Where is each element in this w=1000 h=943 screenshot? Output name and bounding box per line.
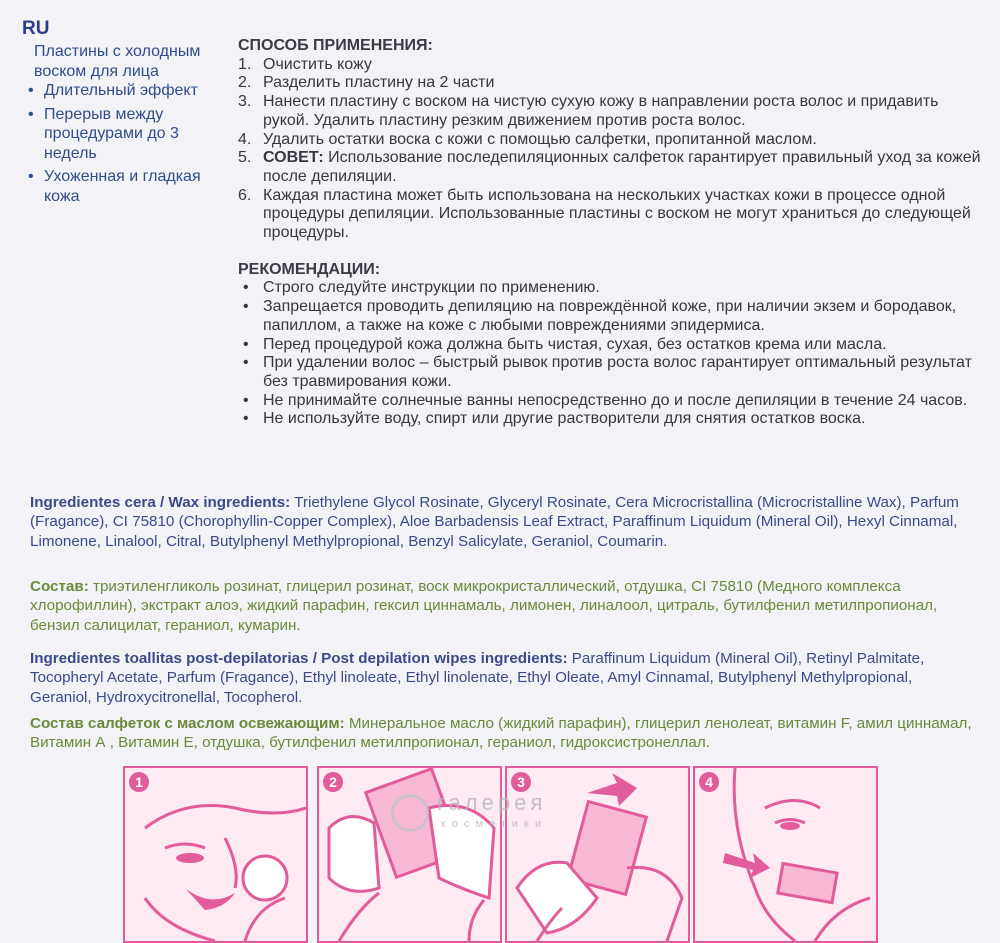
language-code: RU <box>22 18 50 39</box>
step-number: 6. <box>238 186 252 204</box>
step-number-badge: 2 <box>323 772 343 792</box>
recommendation-list <box>238 279 988 429</box>
usage-steps <box>238 56 988 243</box>
usage-step <box>238 187 988 243</box>
wax-ingredients <box>30 493 975 551</box>
recommendation-item: • Перед процедурой кожа должна быть чистая, сухая, без остатков крема или масла. <box>238 336 988 355</box>
step-text: Использование последепиляционных салфеток гарантирует правильный уход за кожей после депиляции. <box>263 149 981 185</box>
face-cleansing-illustration <box>125 768 306 941</box>
step-number: 3. <box>238 93 252 111</box>
wipes-ingredients <box>30 649 975 707</box>
step-text: Каждая пластина может быть использована на нескольких участках кожи в процессе одной процедуры депиляции. Использованные пластины с воском не могут храниться до следующей процедуры. <box>263 186 971 242</box>
recommendations <box>238 261 988 429</box>
benefit-item: • Длительный эффект <box>22 81 227 101</box>
step-number-badge: 4 <box>699 772 719 792</box>
step-number: 4. <box>238 130 252 148</box>
wipes-ingredients-text: Paraffinum Liquidum (Mineral Oil), Retinyl Palmitate, Tocopheryl Acetate, Parfum (Fragance), Ethyl linoleate, Ethyl linolenate, Ethyl Oleate, Amyl Cinnamal, Butylphenyl Methylpropional, Geraniol, Hydroxycitronellal, Tocopherol. <box>30 650 925 706</box>
benefit-list <box>22 81 227 206</box>
usage-step <box>238 93 988 130</box>
recommendation-item: • При удалении волос – быстрый рывок против роста волос гарантирует оптимальный результат без травмирования кожи. <box>238 354 988 391</box>
wax-ingredients-ru <box>30 577 975 635</box>
watermark-line-2: косметики <box>441 818 548 830</box>
wipe-illustration <box>695 768 876 941</box>
wipes-ingredients-ru-text: Минеральное масло (жидкий парафин), глицерил ленолеат, витамин F, амил циннамал, Витамин А , Витамин Е, отдушка, бутилфенил метилпропионал, гераниол, гидроксистронеллал. <box>30 715 972 752</box>
product-intro: Пластины с холодным воском для лица <box>34 43 201 80</box>
step-illustration-4 <box>693 766 878 943</box>
wax-ingredients-ru-text: триэтиленгликоль розинат, глицерил розинат, воск микрокристаллический, отдушка, CI 75810 (Медного комплекса хлорофиллин), экстракт алоэ, жидкий парафин, гексил циннамаль, лимонен, линалоол, цитраль, бутилфенил метилпропионал, бензил салицилат, гераниол, кумарин. <box>30 578 938 634</box>
watermark-line-1: галерея <box>437 790 547 815</box>
wipes-ingredients-ru <box>30 714 975 753</box>
wax-ingredients-text: Triethylene Glycol Rosinate, Glyceryl Rosinate, Cera Microcristallina (Microcristalline Wax), Parfum (Fragance), CI 75810 (Chorophyllin-Copper Complex), Aloe Barbadensis Leaf Extract, Paraffinum Liquidum (Mineral Oil), Hexyl Cinnamal, Limonene, Linalool, Citral, Butylphenyl Methylpropional, Benzyl Salicylate, Geraniol, Coumarin. <box>30 494 959 550</box>
recommendations-heading: РЕКОМЕНДАЦИИ: <box>238 260 381 278</box>
usage-step <box>238 149 988 186</box>
step-text: Удалить остатки воска с кожи с помощью салфетки, пропитанной маслом. <box>263 130 817 148</box>
step-number: 1. <box>238 55 252 73</box>
recommendation-item: • Строго следуйте инструкции по применению. <box>238 279 988 298</box>
step-text: Нанести пластину с воском на чистую сухую кожу в направлении роста волос и придавить рукой. Удалить пластину резким движением против роста волос. <box>263 93 939 129</box>
recommendation-item: • Не используйте воду, спирт или другие растворители для снятия остатков воска. <box>238 410 988 429</box>
benefit-item: • Ухоженная и гладкая кожа <box>22 167 227 206</box>
wax-ingredients-ru-label: Состав: <box>30 578 89 595</box>
usage-step <box>238 74 988 93</box>
wipes-ingredients-label: Ingredientes toallitas post-depilatorias / Post depilation wipes ingredients: <box>30 650 568 667</box>
instructions <box>238 37 988 429</box>
recommendation-item: • Запрещается проводить депиляцию на повреждённой коже, при наличии экзем и бородавок, папиллом, а также на коже с любыми повреждениями эпидермиса. <box>238 298 988 335</box>
step-number: 5. <box>238 149 252 167</box>
usage-step <box>238 131 988 150</box>
product-summary <box>22 42 227 210</box>
step-number-badge: 1 <box>129 772 149 792</box>
tip-label: СОВЕТ: <box>263 149 324 167</box>
step-number-badge: 3 <box>511 772 531 792</box>
step-text: Очистить кожу <box>263 55 372 73</box>
wipes-ingredients-ru-label: Состав салфеток с маслом освежающим: <box>30 715 345 732</box>
usage-step <box>238 56 988 75</box>
watermark <box>385 790 645 840</box>
step-number: 2. <box>238 74 252 92</box>
benefit-item: • Перерыв между процедурами до 3 недель <box>22 105 227 164</box>
step-illustration-1 <box>123 766 308 943</box>
step-text: Разделить пластину на 2 части <box>263 74 495 92</box>
usage-heading: СПОСОБ ПРИМЕНЕНИЯ: <box>238 37 433 54</box>
watermark-logo-icon <box>391 794 429 832</box>
wax-ingredients-label: Ingredientes cera / Wax ingredients: <box>30 494 291 511</box>
recommendation-item: • Не принимайте солнечные ванны непосредственно до и после депиляции в течение 24 часов. <box>238 392 988 411</box>
